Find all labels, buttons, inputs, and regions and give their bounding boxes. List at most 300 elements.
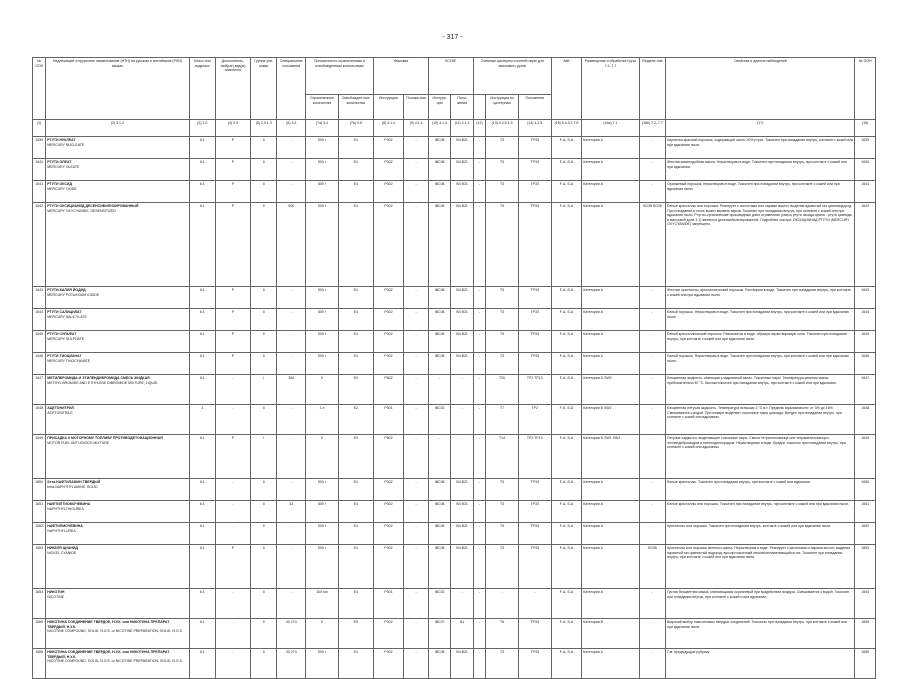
row-pg: I	[250, 375, 277, 405]
row-sp: -	[277, 435, 306, 479]
name-en: beta-NAPHTHYLAMINE, SOLID	[47, 484, 98, 489]
row-ibc: IBC07	[428, 619, 451, 649]
row-properties: Белые кристаллы. Токсичен при попадании внутрь, при контакте с кожей или вдыхании.	[666, 479, 855, 501]
name-en: MERCURY OLEATE	[47, 164, 80, 169]
row-pp: -	[404, 331, 429, 353]
row-sp: 43 274	[277, 649, 306, 679]
row-ems: F-A, S-A	[551, 649, 582, 679]
row-tank-prov: TP33	[518, 203, 551, 287]
row-pi: P002	[373, 309, 404, 331]
row-stowage: Категория A	[582, 203, 639, 287]
row-tank-prov: TP33	[518, 331, 551, 353]
row-eq: E4	[338, 479, 373, 501]
page-number: - 317 -	[442, 34, 463, 41]
row-name	[46, 137, 189, 159]
name-en: NAPHTHYLTHIOUREA	[47, 506, 84, 511]
row-pp: -	[404, 523, 429, 545]
row-subrisk: -	[216, 619, 251, 649]
row-pg: II	[250, 405, 277, 435]
row-stowage: Категория B	[582, 619, 639, 649]
table-row	[33, 309, 876, 331]
row-tank-prov: TP33	[518, 353, 551, 375]
col-packing: Упаковка	[373, 58, 428, 95]
row-lq: 100 мл	[306, 589, 339, 619]
name-en: NICKEL CYANIDE	[47, 550, 77, 555]
row-name	[46, 589, 189, 619]
name-ru: НАФТИЛМОЧЕВИНА	[47, 524, 83, 528]
row-ibc-prov: B4 B21	[451, 649, 474, 679]
row-segregation: -	[639, 479, 666, 501]
row-subrisk: P	[216, 309, 251, 331]
row-lq: 500 г	[306, 137, 339, 159]
row-col12: -	[473, 287, 485, 309]
row-lq: 500 г	[306, 181, 339, 203]
row-pp: -	[404, 181, 429, 203]
row-sp: -	[277, 287, 306, 309]
row-ems: F-A, S-A	[551, 501, 582, 523]
row-properties: Белый порошок. Нерастворим в воде. Токсичен при попадании внутрь, при контакте с кожей или при вдыхании пыли.	[666, 309, 855, 331]
table-row	[33, 545, 876, 589]
num-16b: (16b) 7.2–7.7	[639, 120, 666, 137]
row-ibc-prov: B4 B21	[451, 479, 474, 501]
row-tank-prov: TP33	[518, 309, 551, 331]
row-properties: Белый порошок. Нерастворим в воде. Токсичен при попадании внутрь, при контакте с кожей или при вдыхании пыли.	[666, 353, 855, 375]
row-ibc-prov: B4 B21	[451, 203, 474, 287]
row-tank-prov: TP2 TP13	[518, 375, 551, 405]
row-class: 6.1	[189, 353, 216, 375]
table-row	[33, 649, 876, 679]
row-ibc-prov: B4 B21	[451, 353, 474, 375]
row-ibc: IBC08	[428, 523, 451, 545]
row-stowage: Категория D SW2	[582, 375, 639, 405]
row-pi: P002	[373, 619, 404, 649]
row-col12: -	[473, 479, 485, 501]
row-eq: E0	[338, 435, 373, 479]
row-name	[46, 405, 189, 435]
row-eq: E2	[338, 405, 373, 435]
row-class: 6.1	[189, 159, 216, 181]
row-col12: -	[473, 181, 485, 203]
name-en: MERCURY OXIDE	[47, 186, 77, 191]
row-name	[46, 159, 189, 181]
row-pp: -	[404, 309, 429, 331]
name-ru: АЦЕТОНИТРИЛ	[47, 406, 74, 410]
num-8: (8) 4.1.4	[373, 120, 404, 137]
row-lq: 1 л	[306, 405, 339, 435]
row-class: 6.1	[189, 181, 216, 203]
col-ems: АвК	[551, 58, 582, 120]
row-ems: F-A, S-A	[551, 375, 582, 405]
row-stowage: Категория A	[582, 501, 639, 523]
row-subrisk: -	[216, 405, 251, 435]
name-en: MERCURY SULPHATE	[47, 336, 85, 341]
row-ems: F-A, S-A	[551, 619, 582, 649]
row-col12: -	[473, 159, 485, 181]
row-un: 1652	[33, 523, 46, 545]
row-segregation: -	[639, 309, 666, 331]
row-eq: E4	[338, 523, 373, 545]
row-ibc-prov: B4 B21	[451, 309, 474, 331]
row-un: 1651	[33, 501, 46, 523]
name-en: MERCURY THIOCYANATE	[47, 358, 91, 363]
row-un: 1653	[33, 545, 46, 589]
row-ems: F-A, S-A	[551, 589, 582, 619]
row-ibc: IBC02	[428, 589, 451, 619]
table-row	[33, 375, 876, 405]
row-un-right: 1647	[855, 375, 876, 405]
num-18: (18)	[855, 120, 876, 137]
row-un: 1645	[33, 331, 46, 353]
row-col12: -	[473, 375, 485, 405]
row-tank-prov: TP33	[518, 137, 551, 159]
row-segregation: -	[639, 589, 666, 619]
row-un: 1640	[33, 159, 46, 181]
table-row	[33, 523, 876, 545]
num-7a: (7a) 3.4	[306, 120, 339, 137]
row-pp: -	[404, 501, 429, 523]
table-row	[33, 589, 876, 619]
row-segregation: SG35 SG36	[639, 203, 666, 287]
row-tank-prov: TP33	[518, 159, 551, 181]
row-pg: I	[250, 435, 277, 479]
row-subrisk: P	[216, 159, 251, 181]
num-11: (11) 4.1.4	[451, 120, 474, 137]
row-subrisk: -	[216, 479, 251, 501]
name-ru: РТУТИ НУКЛЕАТ	[47, 138, 76, 142]
row-class: 6.1	[189, 375, 216, 405]
col-ibp: Поло-жения	[451, 95, 474, 120]
row-name	[46, 331, 189, 353]
col-stowage: Размещение и обработка груза 7.1–7.7	[582, 58, 639, 120]
row-name	[46, 619, 189, 649]
row-sp: -	[277, 479, 306, 501]
row-sp: 354	[277, 375, 306, 405]
row-tank: T3	[486, 649, 519, 679]
row-tank: T3	[486, 159, 519, 181]
row-ibc: -	[428, 375, 451, 405]
row-pp: -	[404, 479, 429, 501]
row-tank: T3	[486, 203, 519, 287]
row-ibc-prov: B4 B21	[451, 523, 474, 545]
row-tank: T14	[486, 435, 519, 479]
name-en: MOTOR FUEL ANTI-KNOCK MIXTURE	[47, 440, 110, 445]
row-stowage: Категория A	[582, 159, 639, 181]
row-pp: -	[404, 203, 429, 287]
row-ibc: IBC02	[428, 405, 451, 435]
row-properties: Летучие жидкости, выделяющие токсичные пары. Смеси тетраэтилсвинца или тетраметилсвинца с этилендибромидом и этилендихлоридом. Нерастворимо в воде. Вредно токсично при попадании внутрь, при контакте с кожей или вдыхании.	[666, 435, 855, 479]
row-un-right: 1641	[855, 181, 876, 203]
row-pp: -	[404, 353, 429, 375]
name-en: ACETONITRILE	[47, 410, 73, 415]
row-pi: P001	[373, 589, 404, 619]
row-pg: II	[250, 501, 277, 523]
row-class: 6.1	[189, 331, 216, 353]
row-un-right: 1650	[855, 479, 876, 501]
row-subrisk: -	[216, 375, 251, 405]
row-un: 1643	[33, 287, 46, 309]
row-segregation: -	[639, 353, 666, 375]
row-tank: T3	[486, 353, 519, 375]
row-pp: -	[404, 287, 429, 309]
name-ru: РТУТИ ОКСИЦИАНИД ДЕСЕНСИБИЛИЗИРОВАННЫЙ	[47, 204, 139, 208]
row-ibc-prov: -	[451, 589, 474, 619]
row-un: 1655	[33, 619, 46, 649]
row-un-right: 1651	[855, 501, 876, 523]
row-ibc-prov: B4 B21	[451, 331, 474, 353]
row-ems: F-A, S-A	[551, 287, 582, 309]
name-ru: РТУТИ ТИОЦИАНАТ	[47, 354, 82, 358]
row-name	[46, 181, 189, 203]
row-ibc: IBC08	[428, 309, 451, 331]
row-class: 6.1	[189, 287, 216, 309]
row-sp: -	[277, 159, 306, 181]
table-row	[33, 479, 876, 501]
row-class: 6.1	[189, 137, 216, 159]
row-col12: -	[473, 203, 485, 287]
row-subrisk: P	[216, 545, 251, 589]
row-tank-prov: TP33	[518, 649, 551, 679]
name-ru: РТУТИ САЛИЦИЛАТ	[47, 310, 82, 314]
row-ems: F-A, S-A	[551, 159, 582, 181]
num-7b: (7b) 3.5	[338, 120, 373, 137]
table-row	[33, 159, 876, 181]
name-ru: МЕТИЛБРОМИДА И ЭТИЛЕНДИБРОМИДА СМЕСЬ ЖИДКАЯ	[47, 376, 150, 380]
col-ibc: КСГМГ	[428, 58, 473, 95]
row-ems: F-A, S-A	[551, 309, 582, 331]
row-col12: -	[473, 331, 485, 353]
row-un: 1639	[33, 137, 46, 159]
row-lq: 500 г	[306, 309, 339, 331]
row-lq: 500 г	[306, 203, 339, 287]
row-stowage: Категория A	[582, 137, 639, 159]
row-stowage: Категория A	[582, 545, 639, 589]
col-ibi: Инструк-ции	[428, 95, 451, 120]
row-properties: Желтая мазеподобная масса. Нерастворим в воде. Токсичен при попадании внутрь, при контакте с кожей или при вдыхании.	[666, 159, 855, 181]
row-tank-prov: TP33	[518, 523, 551, 545]
name-ru: РТУТИ ОЛЕАТ	[47, 160, 72, 164]
table-row	[33, 137, 876, 159]
row-ibc-prov: B4 B21	[451, 501, 474, 523]
row-properties: Белый кристаллический порошок. Разлагается в воде, образуя нерастворимую соль. Токсичен при попадании внутрь, при контакте с кожей или при вдыхании пыли.	[666, 331, 855, 353]
row-tank: T3	[486, 545, 519, 589]
row-tank: -	[486, 589, 519, 619]
row-lq: 0	[306, 619, 339, 649]
row-segregation: -	[639, 649, 666, 679]
row-un-right: 1644	[855, 309, 876, 331]
row-ibc: IBC08	[428, 479, 451, 501]
row-ems: F-A, S-A	[551, 331, 582, 353]
row-un-right: 1653	[855, 545, 876, 589]
row-pp: -	[404, 375, 429, 405]
row-un: 1654	[33, 589, 46, 619]
col-un: № ООН	[33, 58, 46, 120]
table-row	[33, 203, 876, 287]
table-row	[33, 435, 876, 479]
col-tanks: Съемные цистерны и контей-неры для массовых грузов	[473, 58, 551, 95]
row-col12: -	[473, 649, 485, 679]
row-eq: E4	[338, 309, 373, 331]
row-name	[46, 203, 189, 287]
table-row	[33, 181, 876, 203]
row-ibc: IBC08	[428, 181, 451, 203]
table-row	[33, 501, 876, 523]
row-pg: II	[250, 545, 277, 589]
row-un: 1649	[33, 435, 46, 479]
row-lq: 0	[306, 435, 339, 479]
col-lq: Ограниченные количества	[306, 95, 339, 120]
row-pg: II	[250, 479, 277, 501]
table-row	[33, 331, 876, 353]
row-pp: -	[404, 589, 429, 619]
col-eq: Освобожден-ные количества	[338, 95, 373, 120]
row-sp: -	[277, 405, 306, 435]
row-eq: E4	[338, 159, 373, 181]
row-eq: E4	[338, 353, 373, 375]
row-pp: -	[404, 159, 429, 181]
row-subrisk: P	[216, 353, 251, 375]
num-15: (15) 5.4.3.2 7.8	[551, 120, 582, 137]
row-tank-prov: TP33	[518, 619, 551, 649]
row-ibc: IBC08	[428, 331, 451, 353]
row-subrisk: P	[216, 181, 251, 203]
row-un-right: 1646	[855, 353, 876, 375]
row-col12: -	[473, 619, 485, 649]
row-pg: II	[250, 619, 277, 649]
row-class: 6.1	[189, 479, 216, 501]
row-pp: -	[404, 649, 429, 679]
row-class: 6.1	[189, 435, 216, 479]
row-pi: P001	[373, 405, 404, 435]
table-row	[33, 353, 876, 375]
row-pg: II	[250, 181, 277, 203]
row-sp: 900	[277, 203, 306, 287]
row-sp: -	[277, 589, 306, 619]
row-class: 6.1	[189, 309, 216, 331]
row-eq: E4	[338, 589, 373, 619]
row-properties: Белые кристаллы или порошок. Токсичен при попадании внутрь, при контакте с кожей или при вдыхании пыли.	[666, 501, 855, 523]
row-properties: См. предыдущую рубрику.	[666, 649, 855, 679]
table-row	[33, 405, 876, 435]
col-pi: Инструкции	[373, 95, 404, 120]
row-lq: 500 г	[306, 545, 339, 589]
row-ibc: IBC08	[428, 287, 451, 309]
row-name	[46, 523, 189, 545]
row-eq: E4	[338, 331, 373, 353]
row-ems: F-A, S-A	[551, 181, 582, 203]
row-pi: P002	[373, 479, 404, 501]
row-segregation: -	[639, 619, 666, 649]
row-name	[46, 309, 189, 331]
row-ibc: IBC08	[428, 649, 451, 679]
name-ru: ПРИСАДКА К МОТОРНОМУ ТОПЛИВУ ПРОТИВОДЕТОНАЦИОННАЯ	[47, 436, 163, 440]
row-ibc-prov: B4 B21	[451, 137, 474, 159]
row-pi: P002	[373, 203, 404, 287]
row-lq: 500 г	[306, 353, 339, 375]
row-pp: -	[404, 619, 429, 649]
row-class: 6.1	[189, 203, 216, 287]
row-properties: Кирпично-красный порошок, содержащий около 20% ртути. Токсичен при попадании внутрь, контакте с кожей или при вдыхании пыли.	[666, 137, 855, 159]
row-pg: II	[250, 159, 277, 181]
name-en: NAPHTHYLUREA	[47, 528, 76, 533]
row-sp: -	[277, 523, 306, 545]
row-ibc-prov: -	[451, 405, 474, 435]
row-tank: T3	[486, 181, 519, 203]
row-lq: 500 г	[306, 649, 339, 679]
col-tank-instr: Инструкции по цистернам	[486, 95, 519, 120]
name-en: MERCURY POTASSIUM IODIDE	[47, 292, 100, 297]
row-ibc-prov: B4 B21	[451, 287, 474, 309]
row-pi: P002	[373, 353, 404, 375]
row-pg: II	[250, 331, 277, 353]
num-4: (4) 2.0	[216, 120, 251, 137]
row-properties: Бесцветная жидкость, имеющая сладковатый запах. Токсичные пары. Температура кипения смеси приблизительно 40 °C. Высокотоксичен при попадании внутрь, при контакте с кожей или при вдыхании.	[666, 375, 855, 405]
row-ems: F-A, S-A	[551, 523, 582, 545]
row-stowage: Категория A	[582, 309, 639, 331]
row-eq: E4	[338, 181, 373, 203]
row-pi: P602	[373, 375, 404, 405]
name-ru: НИКОТИНА СОЕДИНЕНИЕ ТВЕРДОЕ, Н.У.К. или НИКОТИНА ПРЕПАРАТ ТВЕРДЫЙ, Н.У.К.	[47, 620, 170, 629]
row-properties: Желтые кристаллы, кристаллический порошок. Растворим в воде. Токсичен при попадании внутрь, при контакте с кожей или при вдыхании пыли.	[666, 287, 855, 309]
row-ibc: IBC08	[428, 545, 451, 589]
row-lq: 500 г	[306, 331, 339, 353]
row-tank-prov: TP2 TP13	[518, 435, 551, 479]
row-pi: P002	[373, 501, 404, 523]
row-subrisk: P	[216, 287, 251, 309]
row-un: 1646	[33, 353, 46, 375]
row-subrisk: -	[216, 589, 251, 619]
row-class: 6.1	[189, 619, 216, 649]
row-properties: Широкий выбор никотиновых твердых соединений. Токсичны при попадании внутрь, при контакте с кожей или при вдыхании пыли.	[666, 619, 855, 649]
row-name	[46, 375, 189, 405]
row-segregation: -	[639, 159, 666, 181]
col-un-right: № ООН	[855, 58, 876, 120]
row-segregation: -	[639, 137, 666, 159]
row-lq: 500 г	[306, 287, 339, 309]
row-stowage: Категория A	[582, 589, 639, 619]
row-pi: P002	[373, 649, 404, 679]
row-segregation: -	[639, 287, 666, 309]
row-stowage: Категория A	[582, 287, 639, 309]
row-pg: II	[250, 309, 277, 331]
row-tank-prov: TP33	[518, 479, 551, 501]
row-tank: T6	[486, 619, 519, 649]
row-properties: Кристаллы или порошок зеленого цвета. Нерастворим в воде. Реагирует с кислотами и парами кислот, выделяя ядовитый газ цианистый водород, высокотоксичный легковоспламеняющийся газ. Токсичен при попадании внутрь, при контакте с кожей или при вдыхании пыли.	[666, 545, 855, 589]
row-un: 1647	[33, 375, 46, 405]
row-un-right: 1652	[855, 523, 876, 545]
row-subrisk: -	[216, 523, 251, 545]
row-ibc: IBC08	[428, 501, 451, 523]
row-pp: -	[404, 545, 429, 589]
num-13: (13) 4.2.5 4.3	[486, 120, 519, 137]
row-un-right: 1643	[855, 287, 876, 309]
row-pp: -	[404, 137, 429, 159]
row-sp: 43	[277, 501, 306, 523]
row-un: 1655	[33, 649, 46, 679]
num-12: (12)	[473, 120, 485, 137]
row-ibc-prov: -	[451, 375, 474, 405]
num-17: (17)	[666, 120, 855, 137]
name-ru: РТУТИ ОКСИД	[47, 182, 72, 186]
row-subrisk: P	[216, 203, 251, 287]
row-stowage: Категория A	[582, 353, 639, 375]
row-tank: T3	[486, 523, 519, 545]
row-segregation: -	[639, 405, 666, 435]
row-ems: F-A, S-A	[551, 203, 582, 287]
col-segregation: Разделе-ние	[639, 58, 666, 120]
row-tank: T3	[486, 287, 519, 309]
row-un-right: 1642	[855, 203, 876, 287]
row-name	[46, 287, 189, 309]
